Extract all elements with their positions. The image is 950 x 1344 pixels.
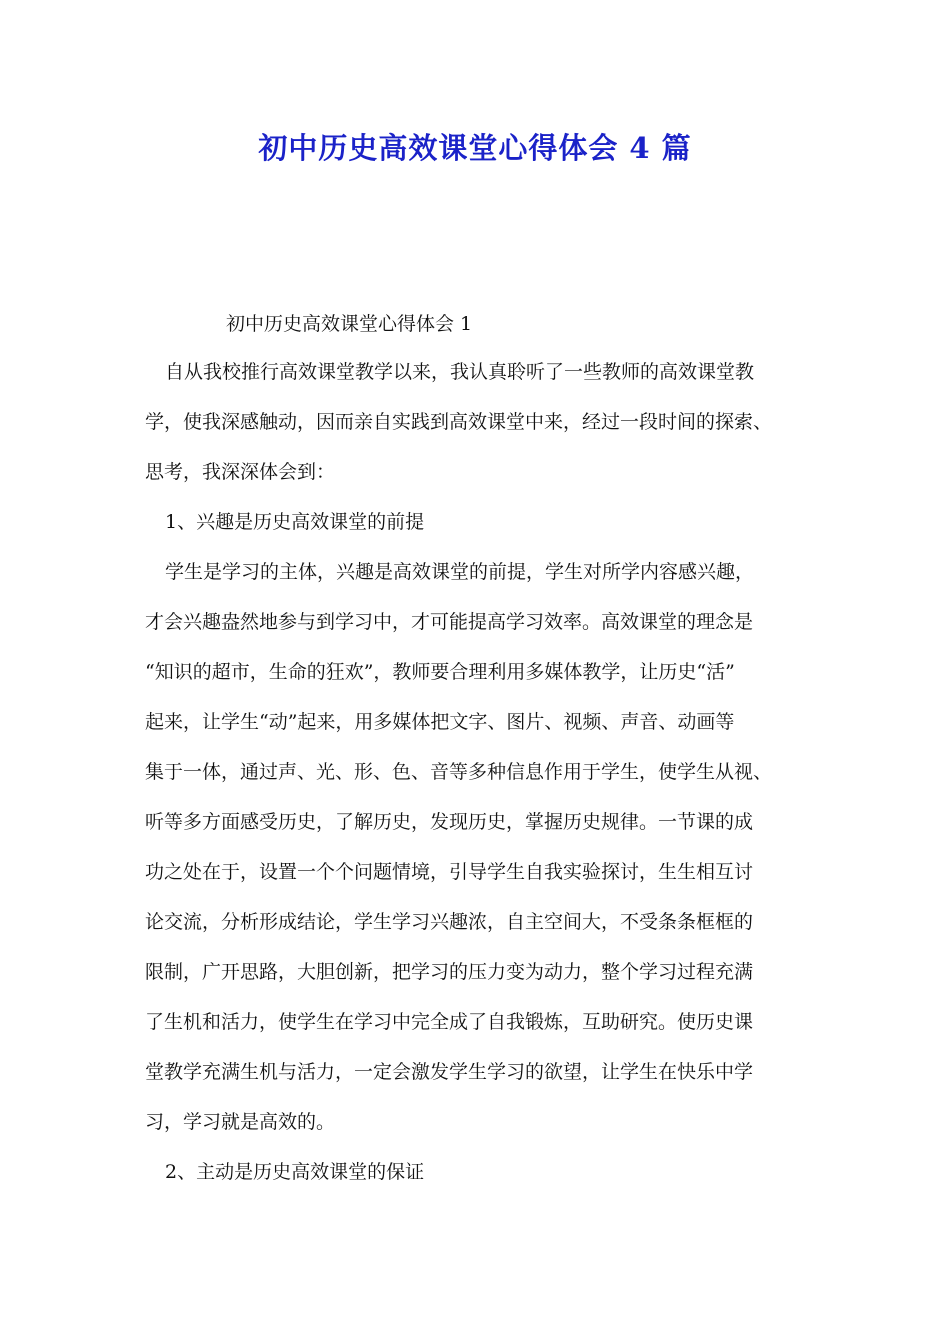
paragraph-line: 自从我校推行高效课堂教学以来，我认真聆听了一些教师的高效课堂教 [165, 361, 755, 383]
paragraph-line: 听等多方面感受历史，了解历史，发现历史，掌握历史规律。一节课的成 [145, 811, 754, 833]
paragraph-line: 限制，广开思路，大胆创新，把学习的压力变为动力，整个学习过程充满 [145, 961, 754, 983]
paragraph-line: 论交流，分析形成结论，学生学习兴趣浓，自主空间大，不受条条框框的 [145, 911, 754, 933]
subheading-interest: 1、兴趣是历史高效课堂的前提 [165, 511, 425, 533]
paragraph-line: 了生机和活力，使学生在学习中完全成了自我锻炼，互助研究。使历史课 [145, 1011, 754, 1033]
paragraph-line: 功之处在于，设置一个个问题情境，引导学生自我实验探讨，生生相互讨 [145, 861, 754, 883]
paragraph-line: “知识的超市，生命的狂欢”，教师要合理利用多媒体教学，让历史“活” [145, 661, 735, 683]
paragraph-line: 习，学习就是高效的。 [145, 1111, 336, 1133]
paragraph-line: 思考，我深深体会到： [145, 461, 336, 483]
paragraph-line: 起来，让学生“动”起来，用多媒体把文字、图片、视频、声音、动画等 [145, 711, 735, 733]
document-body [145, 355, 825, 1205]
subheading-initiative: 2、主动是历史高效课堂的保证 [165, 1161, 425, 1183]
document-title: 初中历史高效课堂心得体会 4 篇 [258, 131, 692, 165]
paragraph-line: 才会兴趣盎然地参与到学习中，才可能提高学习效率。高效课堂的理念是 [145, 611, 754, 633]
paragraph-line: 集于一体，通过声、光、形、色、音等多种信息作用于学生，使学生从视、 [145, 761, 773, 783]
paragraph-line: 学生是学习的主体，兴趣是高效课堂的前提，学生对所学内容感兴趣， [165, 561, 755, 583]
paragraph-line: 学，使我深感触动，因而亲自实践到高效课堂中来，经过一段时间的探索、 [145, 411, 773, 433]
section-heading: 初中历史高效课堂心得体会 1 [226, 313, 473, 335]
paragraph-line: 堂教学充满生机与活力，一定会激发学生学习的欲望，让学生在快乐中学 [145, 1061, 754, 1083]
